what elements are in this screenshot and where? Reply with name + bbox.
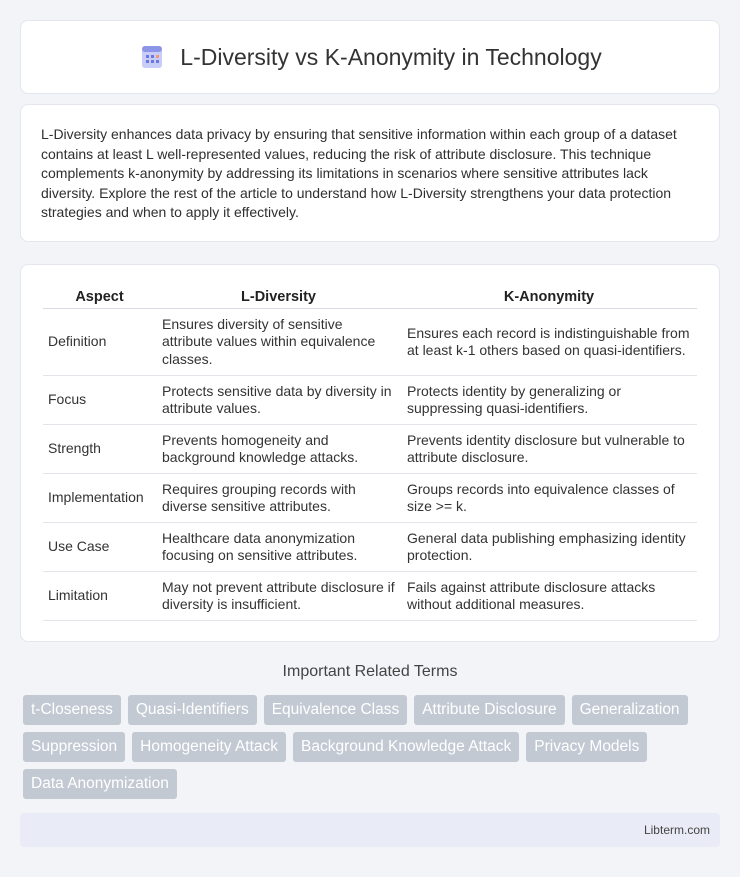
row-k-anonymity: Groups records into equivalence classes of size >= k. [401,474,697,523]
row-aspect: Implementation [43,474,156,523]
tag-background-knowledge-attack[interactable]: Background Knowledge Attack [293,732,519,762]
tag-quasi-identifiers[interactable]: Quasi-Identifiers [128,695,257,725]
footer-site-link[interactable]: Libterm.com [643,823,710,837]
tag-equivalence-class[interactable]: Equivalence Class [264,695,408,725]
table-row [43,376,697,425]
row-l-diversity: Prevents homogeneity and background knowledge attacks. [156,425,401,474]
intro-paragraph: L-Diversity enhances data privacy by ensuring that sensitive information within each group of a dataset contains at least L well-represented values, reducing the risk of attribute disclosure. This technique complements k-anonymity by addressing its limitations in scenarios where sensitive attributes lack diversity. Explore the rest of the article to understand how L-Diversity strengthens your data protection strategies and when to apply it effectively. [41,126,677,220]
tag-t-closeness[interactable]: t-Closeness [23,695,121,725]
row-aspect: Limitation [43,572,156,621]
table-row [43,572,697,621]
row-aspect: Strength [43,425,156,474]
table-header-row [43,285,697,309]
row-l-diversity: Protects sensitive data by diversity in attribute values. [156,376,401,425]
row-l-diversity: May not prevent attribute disclosure if diversity is insufficient. [156,572,401,621]
tag-suppression[interactable]: Suppression [23,732,125,762]
row-k-anonymity: Fails against attribute disclosure attacks without additional measures. [401,572,697,621]
tag-generalization[interactable]: Generalization [572,695,688,725]
document-icon [138,43,166,71]
table-row [43,523,697,572]
tag-privacy-models[interactable]: Privacy Models [526,732,647,762]
table-row [43,309,697,376]
intro-card [20,104,720,242]
row-aspect: Use Case [43,523,156,572]
row-l-diversity: Requires grouping records with diverse sensitive attributes. [156,474,401,523]
tag-homogeneity-attack[interactable]: Homogeneity Attack [132,732,286,762]
row-k-anonymity: General data publishing emphasizing identity protection. [401,523,697,572]
row-aspect: Focus [43,376,156,425]
row-k-anonymity: Ensures each record is indistinguishable from at least k-1 others based on quasi-identifiers. [401,309,697,376]
row-l-diversity: Ensures diversity of sensitive attribute values within equivalence classes. [156,309,401,376]
footer [20,813,720,847]
related-terms-list [23,695,713,799]
tag-data-anonymization[interactable]: Data Anonymization [23,769,177,799]
related-terms-title: Important Related Terms [282,663,458,680]
header-l-diversity: L-Diversity [156,285,401,309]
header-k-anonymity: K-Anonymity [401,285,697,309]
title-wrap [138,43,601,71]
row-l-diversity: Healthcare data anonymization focusing on sensitive attributes. [156,523,401,572]
tag-attribute-disclosure[interactable]: Attribute Disclosure [414,695,564,725]
row-k-anonymity: Prevents identity disclosure but vulnerable to attribute disclosure. [401,425,697,474]
row-aspect: Definition [43,309,156,376]
table-row [43,425,697,474]
header-card [20,20,720,94]
table-row [43,474,697,523]
header-aspect: Aspect [43,285,156,309]
page-title: L-Diversity vs K-Anonymity in Technology [180,43,602,70]
row-k-anonymity: Protects identity by generalizing or suppressing quasi-identifiers. [401,376,697,425]
comparison-table [43,285,697,621]
comparison-card [20,264,720,642]
